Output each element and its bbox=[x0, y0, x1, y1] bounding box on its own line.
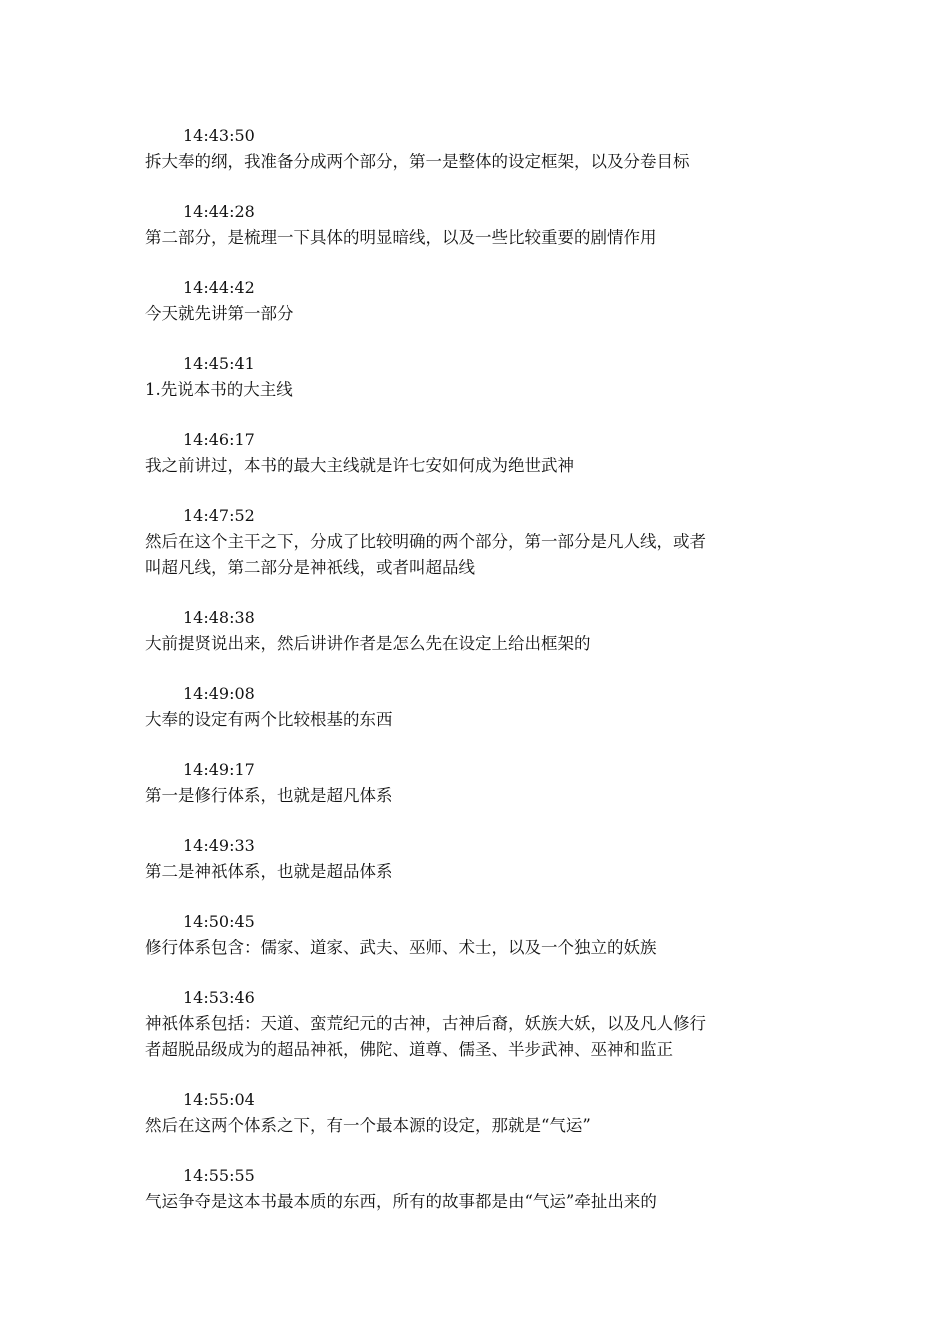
timestamp: 14:49:33 bbox=[183, 836, 255, 855]
transcript-entry bbox=[145, 199, 825, 251]
entry-text: 大前提贤说出来，然后讲讲作者是怎么先在设定上给出框架的 bbox=[145, 634, 591, 653]
timestamp: 14:50:45 bbox=[183, 912, 255, 931]
timestamp: 14:44:42 bbox=[183, 278, 255, 297]
timestamp: 14:53:46 bbox=[183, 988, 255, 1007]
timestamp: 14:55:55 bbox=[183, 1166, 255, 1185]
transcript-entry bbox=[145, 985, 825, 1063]
transcript-entry bbox=[145, 427, 825, 479]
transcript-entry bbox=[145, 1163, 825, 1215]
entry-text: 气运争夺是这本书最本质的东西，所有的故事都是由“气运”牵扯出来的 bbox=[145, 1192, 657, 1211]
transcript-entry bbox=[145, 757, 825, 809]
entry-text: 然后在这个主干之下，分成了比较明确的两个部分，第一部分是凡人线，或者 叫超凡线，第二部分是神祇线，或者叫超品线 bbox=[145, 532, 706, 577]
timestamp: 14:48:38 bbox=[183, 608, 255, 627]
transcript-entry bbox=[145, 681, 825, 733]
entry-text: 1.先说本书的大主线 bbox=[145, 380, 293, 399]
transcript-entry bbox=[145, 1087, 825, 1139]
transcript-entry bbox=[145, 275, 825, 327]
timestamp: 14:47:52 bbox=[183, 506, 255, 525]
entry-text: 修行体系包含：儒家、道家、武夫、巫师、术士，以及一个独立的妖族 bbox=[145, 938, 657, 957]
transcript bbox=[145, 123, 825, 1239]
entry-text: 第二部分，是梳理一下具体的明显暗线，以及一些比较重要的剧情作用 bbox=[145, 228, 657, 247]
entry-text: 我之前讲过，本书的最大主线就是许七安如何成为绝世武神 bbox=[145, 456, 574, 475]
timestamp: 14:45:41 bbox=[183, 354, 255, 373]
transcript-entry bbox=[145, 351, 825, 403]
transcript-entry bbox=[145, 909, 825, 961]
entry-text: 大奉的设定有两个比较根基的东西 bbox=[145, 710, 393, 729]
timestamp: 14:49:08 bbox=[183, 684, 255, 703]
entry-text: 然后在这两个体系之下，有一个最本源的设定，那就是“气运” bbox=[145, 1116, 591, 1135]
entry-text: 第二是神祇体系，也就是超品体系 bbox=[145, 862, 393, 881]
entry-text: 拆大奉的纲，我准备分成两个部分，第一是整体的设定框架，以及分卷目标 bbox=[145, 152, 690, 171]
transcript-entry bbox=[145, 123, 825, 175]
transcript-entry bbox=[145, 503, 825, 581]
timestamp: 14:44:28 bbox=[183, 202, 255, 221]
entry-text: 第一是修行体系，也就是超凡体系 bbox=[145, 786, 393, 805]
timestamp: 14:46:17 bbox=[183, 430, 255, 449]
timestamp: 14:55:04 bbox=[183, 1090, 255, 1109]
timestamp: 14:43:50 bbox=[183, 126, 255, 145]
timestamp: 14:49:17 bbox=[183, 760, 255, 779]
entry-text: 神祇体系包括：天道、蛮荒纪元的古神，古神后裔，妖族大妖，以及凡人修行 者超脱品级成为的超品神祇，佛陀、道尊、儒圣、半步武神、巫神和监正 bbox=[145, 1014, 706, 1059]
transcript-entry bbox=[145, 605, 825, 657]
transcript-entry bbox=[145, 833, 825, 885]
entry-text: 今天就先讲第一部分 bbox=[145, 304, 294, 323]
